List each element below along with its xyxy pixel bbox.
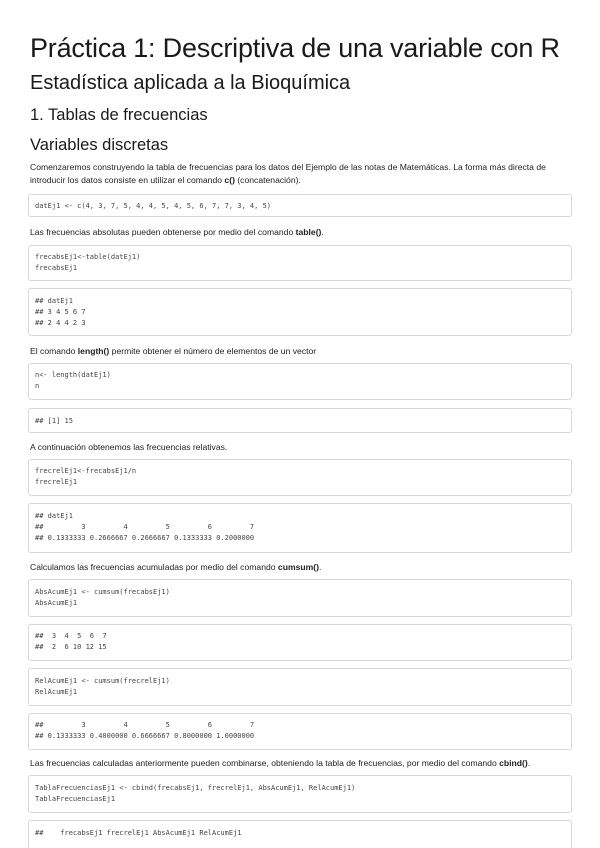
- code-line: TablaFrecuenciasEj1: [35, 795, 116, 803]
- paragraph-relative-freq: A continuación obtenemos las frecuencias relativas.: [30, 442, 228, 452]
- code-line: n<- length(datEj1): [35, 371, 111, 379]
- paragraph-intro: Comenzaremos construyendo la tabla de frecuencias para los datos del Ejemplo de las notas de Matemáticas. La forma más directa de introducir los datos consiste en utilizar el comando c() (concatenación).: [30, 162, 546, 185]
- output-block[interactable]: [28, 408, 572, 433]
- inline-command: c(): [224, 175, 235, 185]
- output-line: ## 2 4 4 2 3: [35, 319, 86, 327]
- output-block[interactable]: [28, 624, 572, 661]
- code-line: frecrelEj1: [35, 478, 78, 486]
- code-block[interactable]: [28, 579, 572, 617]
- code-block[interactable]: [28, 245, 572, 281]
- page-subtitle: Estadística aplicada a la Bioquímica: [30, 72, 351, 94]
- subsection-heading: Variables discretas: [30, 136, 169, 154]
- code-line: datEj1 <- c(4, 3, 7, 5, 4, 4, 5, 4, 5, 6, 7, 7, 3, 4, 5): [35, 202, 272, 210]
- output-line: ## [1] 15: [35, 417, 73, 425]
- code-block[interactable]: [28, 459, 572, 496]
- output-line: ## 0.1333333 0.2666667 0.2666667 0.1333333 0.2000000: [35, 534, 255, 542]
- output-block[interactable]: [28, 713, 572, 750]
- inline-command: cumsum(): [277, 562, 319, 572]
- code-line: AbsAcumEj1 <- cumsum(frecabsEj1): [35, 588, 170, 596]
- output-line: ## 2 6 10 12 15: [35, 643, 107, 651]
- output-block[interactable]: [28, 503, 572, 553]
- code-line: frecabsEj1: [35, 264, 78, 272]
- code-line: RelAcumEj1 <- cumsum(frecrelEj1): [35, 677, 170, 685]
- section-heading: 1. Tablas de frecuencias: [30, 106, 208, 124]
- code-line: AbsAcumEj1: [35, 599, 78, 607]
- code-block[interactable]: [28, 194, 572, 217]
- code-line: frecabsEj1<-table(datEj1): [35, 253, 141, 261]
- inline-command: length(): [77, 346, 110, 356]
- output-line: ## datEj1: [35, 297, 73, 305]
- code-line: TablaFrecuenciasEj1 <- cbind(frecabsEj1, frecrelEj1, AbsAcumEj1, RelAcumEj1): [35, 784, 356, 792]
- output-line: ## 3 4 5 6 7: [35, 523, 255, 531]
- code-block[interactable]: [28, 668, 572, 706]
- paragraph-cbind: Las frecuencias calculadas anteriormente pueden combinarse, obteniendo la tabla de frecuencias, por medio del comando cbind().: [30, 758, 531, 768]
- output-line: ## frecabsEj1 frecrelEj1 AbsAcumEj1 RelAcumEj1: [35, 829, 242, 837]
- code-line: frecrelEj1<-frecabsEj1/n: [35, 467, 137, 475]
- paragraph-length: El comando length() permite obtener el número de elementos de un vector: [30, 346, 317, 356]
- code-line: RelAcumEj1: [35, 688, 78, 696]
- output-line: ## datEj1: [35, 512, 73, 520]
- page-title: Práctica 1: Descriptiva de una variable con R: [30, 33, 560, 63]
- output-block[interactable]: [28, 820, 572, 848]
- inline-command: table(): [295, 227, 322, 237]
- paragraph-cumulative: Calculamos las frecuencias acumuladas por medio del comando cumsum().: [30, 562, 322, 572]
- output-line: ## 0.1333333 0.4000000 0.6666667 0.8000000 1.0000000: [35, 732, 255, 740]
- output-block[interactable]: [28, 288, 572, 336]
- code-block[interactable]: [28, 775, 572, 813]
- output-line: ## 3 4 5 6 7: [35, 721, 255, 729]
- inline-command: cbind(): [499, 758, 528, 768]
- code-line: n: [35, 382, 40, 390]
- paragraph-absolute-freq: Las frecuencias absolutas pueden obtenerse por medio del comando table().: [30, 227, 324, 237]
- output-line: ## 3 4 5 6 7: [35, 632, 107, 640]
- code-block[interactable]: [28, 363, 572, 400]
- output-line: ## 3 4 5 6 7: [35, 308, 86, 316]
